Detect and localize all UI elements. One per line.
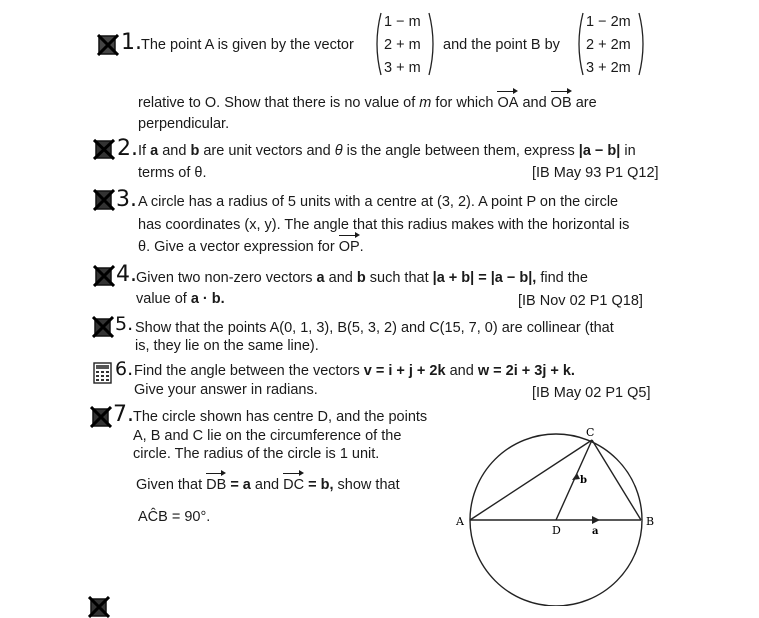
q1-mid: and the point B by bbox=[443, 37, 560, 53]
q2-vec-a: a bbox=[150, 143, 159, 159]
q6-line1-pre: Find the angle between the vectors bbox=[134, 363, 360, 379]
q1-line-2 bbox=[138, 95, 597, 111]
crossed-box-icon bbox=[88, 596, 110, 618]
q2-line-1 bbox=[138, 143, 636, 159]
vector-b-row-1: 1 − 2m bbox=[586, 14, 631, 30]
crossed-box-icon bbox=[92, 316, 114, 338]
arrow-a-icon bbox=[592, 516, 600, 524]
vector-db: DB bbox=[206, 477, 227, 493]
q3-line3-pre: θ. Give a vector expression for bbox=[138, 239, 335, 255]
label-vector-b: b bbox=[580, 475, 587, 486]
question-number-2: 2. bbox=[117, 136, 138, 161]
q4-line1-pre: Given two non-zero vectors bbox=[136, 270, 313, 286]
q6-and: and bbox=[449, 363, 474, 379]
q7-given-line bbox=[136, 477, 400, 493]
q1-intro: The point A is given by the vector bbox=[141, 37, 354, 53]
question-number-6: 6. bbox=[115, 358, 134, 380]
vector-b-matrix bbox=[574, 12, 652, 78]
q6-vector-w: w = 2i + 3j + k. bbox=[477, 363, 575, 379]
q2-exam-reference: [IB May 93 P1 Q12] bbox=[532, 165, 659, 181]
vector-a-row-2: 2 + m bbox=[384, 37, 421, 53]
crossed-box-icon bbox=[90, 406, 112, 428]
q3-line-2: has coordinates (x, y). The angle that this radius makes with the horizontal is bbox=[138, 217, 630, 233]
q3-line-1: A circle has a radius of 5 units with a centre at (3, 2). A point P on the circle bbox=[138, 194, 619, 210]
crossed-box-icon bbox=[93, 138, 115, 160]
q3-line-3 bbox=[138, 239, 364, 255]
q4-and: and bbox=[328, 270, 353, 286]
q7-line-1: The circle shown has centre D, and the points bbox=[133, 409, 428, 425]
q4-line1-mid: such that bbox=[369, 270, 429, 286]
q4-expression: |a + b| = |a − b|, bbox=[432, 270, 537, 286]
q7-and: and bbox=[254, 477, 280, 493]
question-number-7: 7. bbox=[113, 402, 134, 427]
q1-and: and bbox=[522, 95, 547, 111]
q2-vec-b: b bbox=[190, 143, 200, 159]
q2-in: in bbox=[624, 143, 636, 159]
crossed-box-icon bbox=[97, 34, 119, 56]
vector-b-row-3: 3 + 2m bbox=[586, 60, 631, 76]
vector-dc: DC bbox=[283, 477, 305, 493]
vector-a-row-1: 1 − m bbox=[384, 14, 421, 30]
circle-diagram bbox=[440, 420, 670, 606]
q4-vec-b: b bbox=[356, 270, 366, 286]
q1-line2-pre: relative to O. Show that there is no value of bbox=[138, 95, 416, 111]
q7-line-3: circle. The radius of the circle is 1 unit. bbox=[133, 446, 380, 462]
q1-are: are bbox=[575, 95, 597, 111]
q6-exam-reference: [IB May 02 P1 Q5] bbox=[532, 385, 651, 401]
q1-line2-mid: for which bbox=[435, 95, 494, 111]
q7-angle-statement: AĈB = 90°. bbox=[138, 509, 211, 525]
label-vector-a: a bbox=[592, 526, 599, 537]
q2-expression: |a − b| bbox=[578, 143, 621, 159]
q2-line1-mid: are unit vectors and bbox=[203, 143, 331, 159]
q4-line-2 bbox=[136, 291, 225, 307]
label-point-d: D bbox=[552, 524, 561, 537]
label-point-b: B bbox=[646, 515, 655, 528]
vector-op: OP bbox=[338, 239, 360, 255]
q2-and: and bbox=[162, 143, 187, 159]
chord-bc bbox=[592, 440, 641, 520]
q4-exam-reference: [IB Nov 02 P1 Q18] bbox=[518, 293, 643, 309]
q7-eq-b: = b, bbox=[308, 477, 334, 493]
question-number-5: 5. bbox=[115, 313, 134, 335]
q2-line-2: terms of θ. bbox=[138, 165, 207, 181]
calculator-icon bbox=[92, 362, 114, 384]
q2-line1-post: is the angle between them, express bbox=[346, 143, 575, 159]
vector-ob: OB bbox=[550, 95, 572, 111]
q4-vec-a: a bbox=[316, 270, 325, 286]
q7-eq-a: = a bbox=[230, 477, 251, 493]
question-number-1: 1. bbox=[121, 30, 142, 55]
crossed-box-icon bbox=[93, 189, 115, 211]
q1-var-m: m bbox=[419, 95, 432, 111]
q5-line-1: Show that the points A(0, 1, 3), B(5, 3, 2) and C(15, 7, 0) are collinear (that bbox=[135, 320, 614, 336]
label-point-a: A bbox=[456, 515, 464, 528]
q6-line-1 bbox=[134, 363, 575, 379]
crossed-box-icon bbox=[93, 265, 115, 287]
vector-oa: OA bbox=[497, 95, 519, 111]
vector-b-row-2: 2 + 2m bbox=[586, 37, 631, 53]
q4-line2: value of bbox=[136, 291, 187, 307]
vector-a-matrix bbox=[372, 12, 438, 78]
q4-line1-post: find the bbox=[540, 270, 588, 286]
q4-line-1 bbox=[136, 270, 588, 286]
q2-line1-pre: If bbox=[138, 143, 147, 159]
q7-line-2: A, B and C lie on the circumference of the bbox=[133, 428, 402, 444]
label-point-c: C bbox=[586, 426, 595, 439]
q1-line-3: perpendicular. bbox=[138, 116, 230, 132]
q7-given: Given that bbox=[136, 477, 203, 493]
q3-period: . bbox=[359, 239, 364, 255]
q5-line-2: is, they lie on the same line). bbox=[135, 338, 319, 354]
vector-a-row-3: 3 + m bbox=[384, 60, 421, 76]
question-number-4: 4. bbox=[116, 262, 137, 287]
q4-dot-product: a · b. bbox=[190, 291, 225, 307]
q7-show: show that bbox=[337, 477, 400, 493]
q6-line-2: Give your answer in radians. bbox=[134, 382, 318, 398]
q2-theta: θ bbox=[334, 143, 343, 159]
q6-vector-v: v = i + j + 2k bbox=[363, 363, 446, 379]
question-number-3: 3. bbox=[116, 187, 137, 212]
